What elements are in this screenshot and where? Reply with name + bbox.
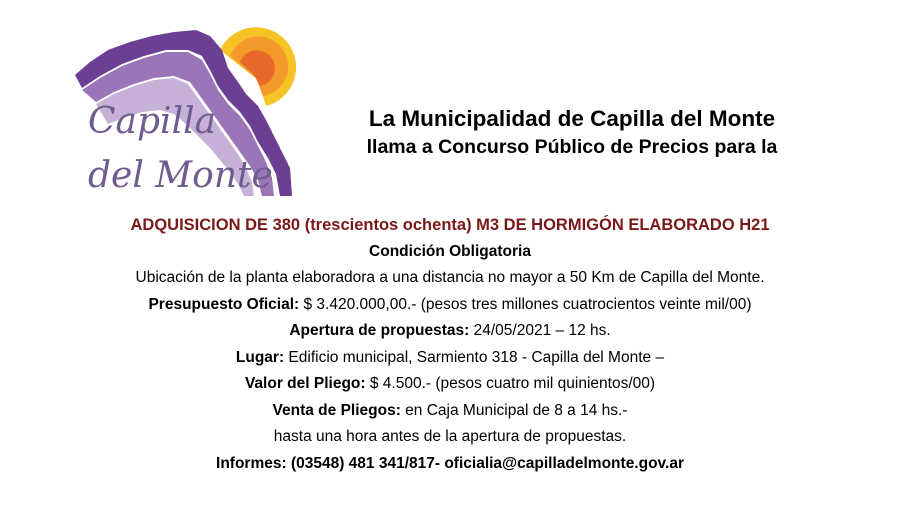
tender-title: ADQUISICION DE 380 (trescientos ochenta) M3 DE HORMIGÓN ELABORADO H21	[130, 216, 770, 234]
place-label: Lugar:	[235, 348, 285, 366]
budget-line	[0, 292, 900, 319]
contact-info: Informes: (03548) 481 341/817- oficialia@capilladelmonte.gov.ar	[216, 454, 684, 472]
sale-label: Venta de Pliegos:	[272, 401, 401, 419]
opening-value: 24/05/2021 – 12 hs.	[469, 322, 611, 339]
sale-line	[0, 398, 900, 425]
opening-line	[0, 318, 900, 345]
fee-value: $ 4.500.- (pesos cuatro mil quinientos/00)	[365, 375, 656, 392]
opening-label: Apertura de propuestas:	[289, 322, 470, 339]
condition-label: Condición Obligatoria	[369, 242, 531, 260]
budget-value: $ 3.420.000,00.- (pesos tres millones cuatrocientos veinte mil/00)	[299, 295, 752, 313]
header-title: La Municipalidad de Capilla del Monte	[368, 106, 776, 131]
condition-text: Ubicación de la planta elaboradora a una distancia no mayor a 50 Km de Capilla del Monte.	[135, 269, 765, 286]
fee-line	[0, 371, 900, 398]
sale-line-2: hasta una hora antes de la apertura de propuestas.	[273, 428, 627, 445]
header-subtitle: llama a Concurso Público de Precios para la	[366, 136, 778, 158]
header	[292, 104, 852, 160]
logo-text-capilla: Capilla	[88, 101, 217, 142]
municipal-logo	[70, 20, 300, 200]
notice-body	[0, 212, 900, 477]
place-line	[0, 345, 900, 372]
fee-label: Valor del Pliego:	[244, 375, 366, 392]
logo-text-del-monte: del Monte	[88, 155, 273, 196]
sale-value: en Caja Municipal de 8 a 14 hs.-	[400, 401, 628, 419]
place-value: Edificio municipal, Sarmiento 318 - Capilla del Monte –	[284, 348, 665, 366]
budget-label: Presupuesto Oficial:	[148, 295, 300, 313]
